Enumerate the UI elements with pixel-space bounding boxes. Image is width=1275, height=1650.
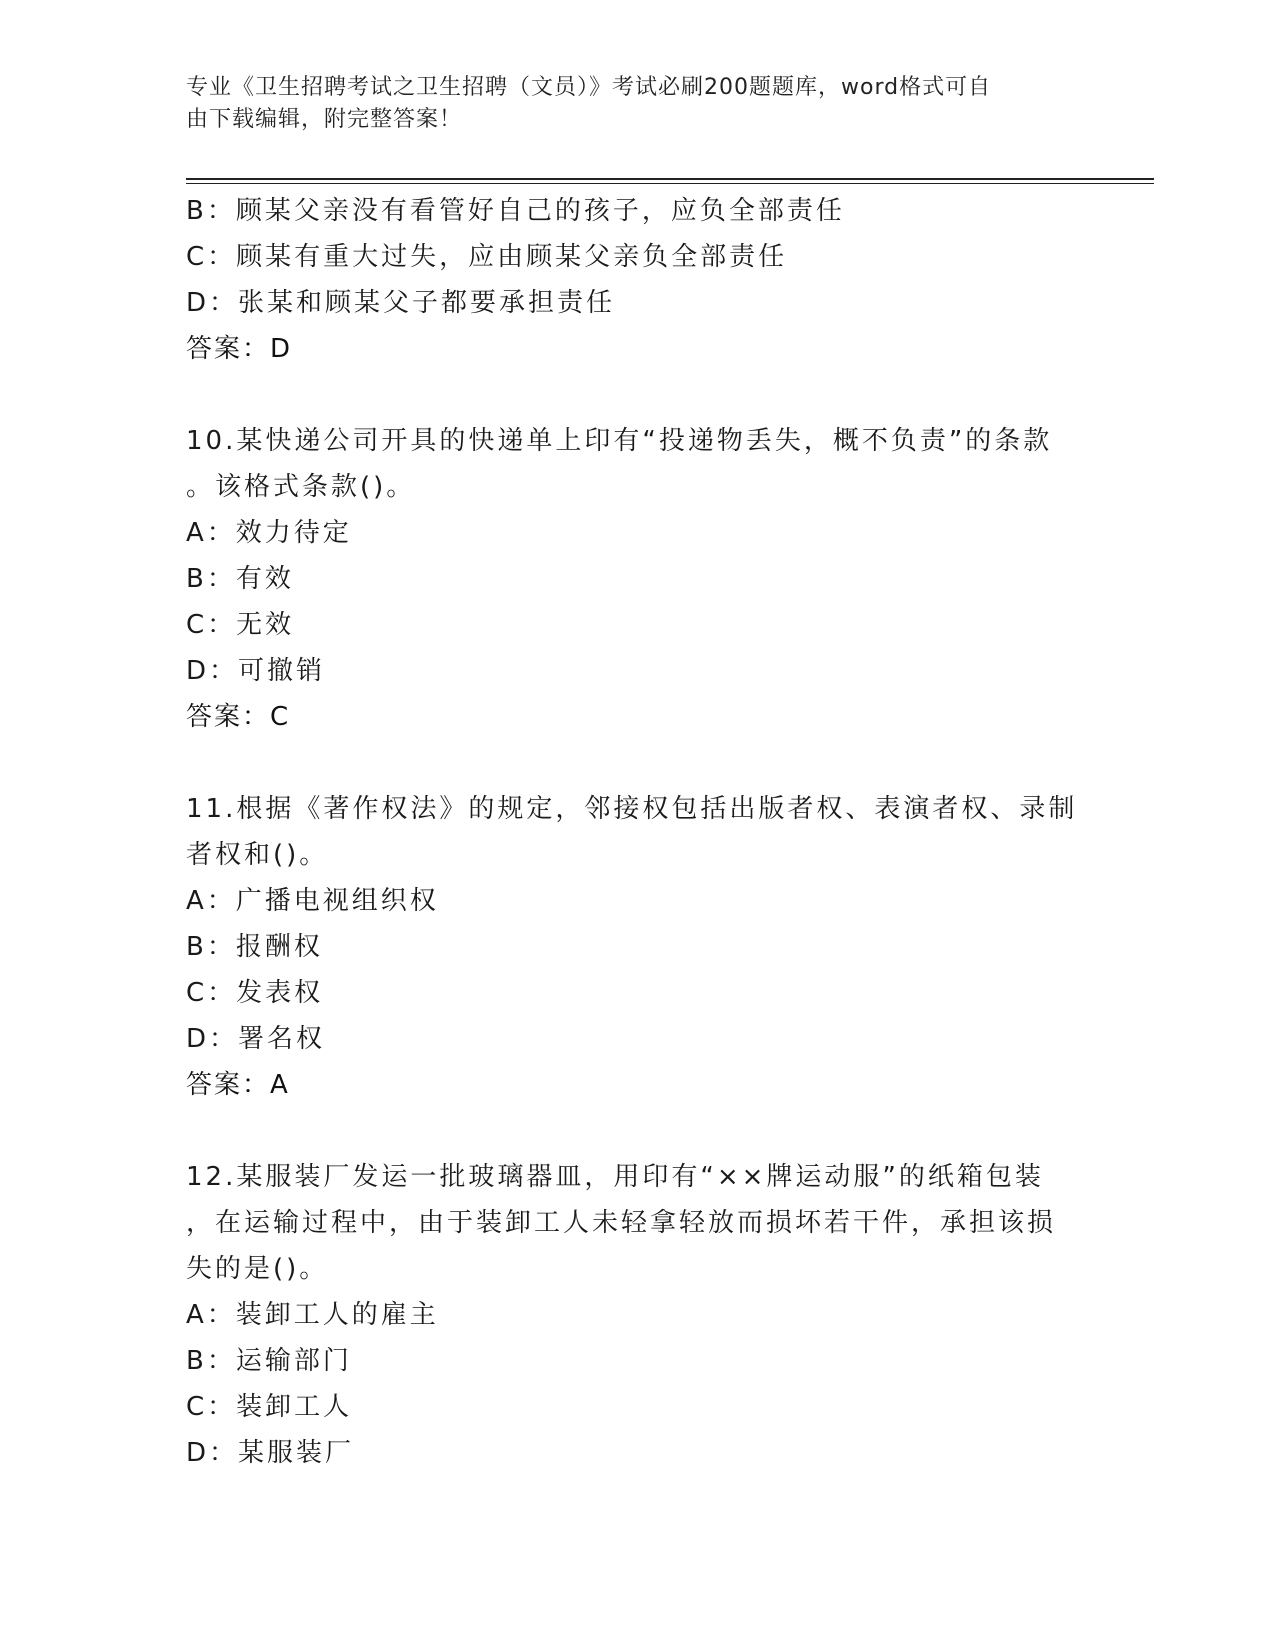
- question-stem-line: 11.根据《著作权法》的规定，邻接权包括出版者权、表演者权、录制: [186, 794, 1078, 824]
- option-d: D：张某和顾某父子都要承担责任: [186, 288, 616, 318]
- option-b: B：有效: [186, 564, 294, 594]
- spacer: [186, 372, 1086, 418]
- question-11: [186, 786, 1086, 1108]
- header-line-1: 专业《卫生招聘考试之卫生招聘（文员）》考试必刷200题题库，word格式可自: [186, 75, 992, 100]
- question-stem-line: 。该格式条款()。: [186, 472, 416, 502]
- question-stem-line: 失的是()。: [186, 1254, 329, 1284]
- answer-line: 答案：D: [186, 334, 293, 364]
- header-divider-thick: [186, 178, 1154, 180]
- header-divider-thin: [186, 183, 1154, 184]
- document-header: [186, 72, 1066, 136]
- question-stem-line: 10.某快递公司开具的快递单上印有“投递物丢失，概不负责”的条款: [186, 426, 1053, 456]
- option-b: B：顾某父亲没有看管好自己的孩子，应负全部责任: [186, 196, 845, 226]
- spacer: [186, 1108, 1086, 1154]
- option-d: D：可撤销: [186, 656, 326, 686]
- answer-line: 答案：A: [186, 1070, 290, 1100]
- option-a: A：效力待定: [186, 518, 352, 548]
- answer-line: 答案：C: [186, 702, 291, 732]
- option-c: C：装卸工人: [186, 1392, 353, 1422]
- question-12: [186, 1154, 1086, 1476]
- question-stem-line: 者权和()。: [186, 840, 329, 870]
- option-c: C：顾某有重大过失，应由顾某父亲负全部责任: [186, 242, 788, 272]
- question-stem-line: 12.某服装厂发运一批玻璃器皿，用印有“××牌运动服”的纸箱包装: [186, 1162, 1044, 1192]
- option-b: B：运输部门: [186, 1346, 352, 1376]
- header-line-2: 由下载编辑，附完整答案！: [186, 107, 463, 132]
- option-c: C：无效: [186, 610, 295, 640]
- option-d: D：某服装厂: [186, 1438, 355, 1468]
- option-c: C：发表权: [186, 978, 324, 1008]
- option-a: A：广播电视组织权: [186, 886, 439, 916]
- option-b: B：报酬权: [186, 932, 323, 962]
- question-9-tail: [186, 188, 1086, 372]
- option-d: D：署名权: [186, 1024, 326, 1054]
- option-a: A：装卸工人的雇主: [186, 1300, 439, 1330]
- question-stem-line: ，在运输过程中，由于装卸工人未轻拿轻放而损坏若干件，承担该损: [186, 1208, 1057, 1238]
- question-10: [186, 418, 1086, 740]
- question-list: [186, 188, 1086, 1476]
- spacer: [186, 740, 1086, 786]
